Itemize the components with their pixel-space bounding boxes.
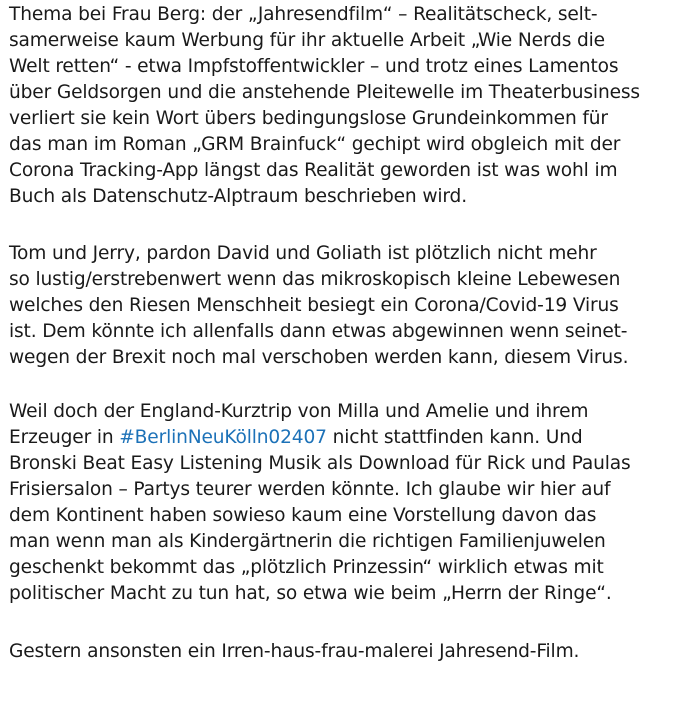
paragraph-3-line-5: dem Kontinent haben sowieso kaum eine Vorstellung davon das [9, 505, 597, 526]
paragraph-1-line-2: samerweise kaum Werbung für ihr aktuelle Arbeit „Wie Nerds die [9, 30, 605, 51]
paragraph-2-line-2: so lustig/erstrebenwert wenn das mikroskopisch kleine Lebewesen [9, 269, 621, 290]
paragraph-1-line-1: Thema bei Frau Berg: der „Jahresendfilm“ – Realitätscheck, selt- [9, 4, 598, 25]
paragraph-4-line-1: Gestern ansonsten ein Irren-haus-frau-malerei Jahresend-Film. [9, 641, 580, 662]
paragraph-1-line-4: über Geldsorgen und die anstehende Pleitewelle im Theaterbusiness [9, 82, 640, 103]
paragraph-1-line-6: das man im Roman „GRM Brainfuck“ gechipt wird obgleich mit der [9, 134, 621, 155]
paragraph-2-line-4: ist. Dem könnte ich allenfalls dann etwas abgewinnen wenn seinet- [9, 321, 628, 342]
paragraph-1-line-7: Corona Tracking-App längst das Realität geworden ist was wohl im [9, 160, 618, 181]
paragraph-3-line-2-start: Erzeuger in [9, 427, 120, 448]
paragraph-3-line-3: Bronski Beat Easy Listening Musik als Download für Rick und Paulas [9, 453, 631, 474]
paragraph-2-line-1: Tom und Jerry, pardon David und Goliath ist plötzlich nicht mehr [9, 243, 597, 264]
paragraph-1-line-3: Welt retten“ - etwa Impfstoffentwickler – und trotz eines Lamentos [9, 56, 619, 77]
paragraph-1-line-8: Buch als Datenschutz-Alptraum beschrieben wird. [9, 186, 467, 207]
hashtag-link[interactable]: #BerlinNeuKölln02407 [119, 427, 327, 448]
paragraph-3-line-6: man wenn man als Kindergärtnerin die richtigen Familienjuwelen [9, 531, 606, 552]
paragraph-2-line-5: wegen der Brexit noch mal verschoben werden kann, diesem Virus. [9, 347, 629, 368]
paragraph-3-line-1: Weil doch der England-Kurztrip von Milla und Amelie und ihrem [9, 401, 589, 422]
paragraph-1-line-5: verliert sie kein Wort übers bedingungslose Grundeinkommen für [9, 108, 608, 129]
paragraph-3-line-2-end: nicht stattfinden kann. Und [326, 427, 583, 448]
paragraph-2-line-3: welches den Riesen Menschheit besiegt ein Corona/Covid-19 Virus [9, 295, 619, 316]
paragraph-3-line-8: politischer Macht zu tun hat, so etwa wie beim „Herrn der Ringe“. [9, 583, 612, 604]
paragraph-3-line-7: geschenkt bekommt das „plötzlich Prinzessin“ wirklich etwas mit [9, 557, 604, 578]
paragraph-3-line-4: Frisiersalon – Partys teurer werden könnte. Ich glaube wir hier auf [9, 479, 611, 500]
paragraph-3-line-2 [9, 426, 583, 450]
